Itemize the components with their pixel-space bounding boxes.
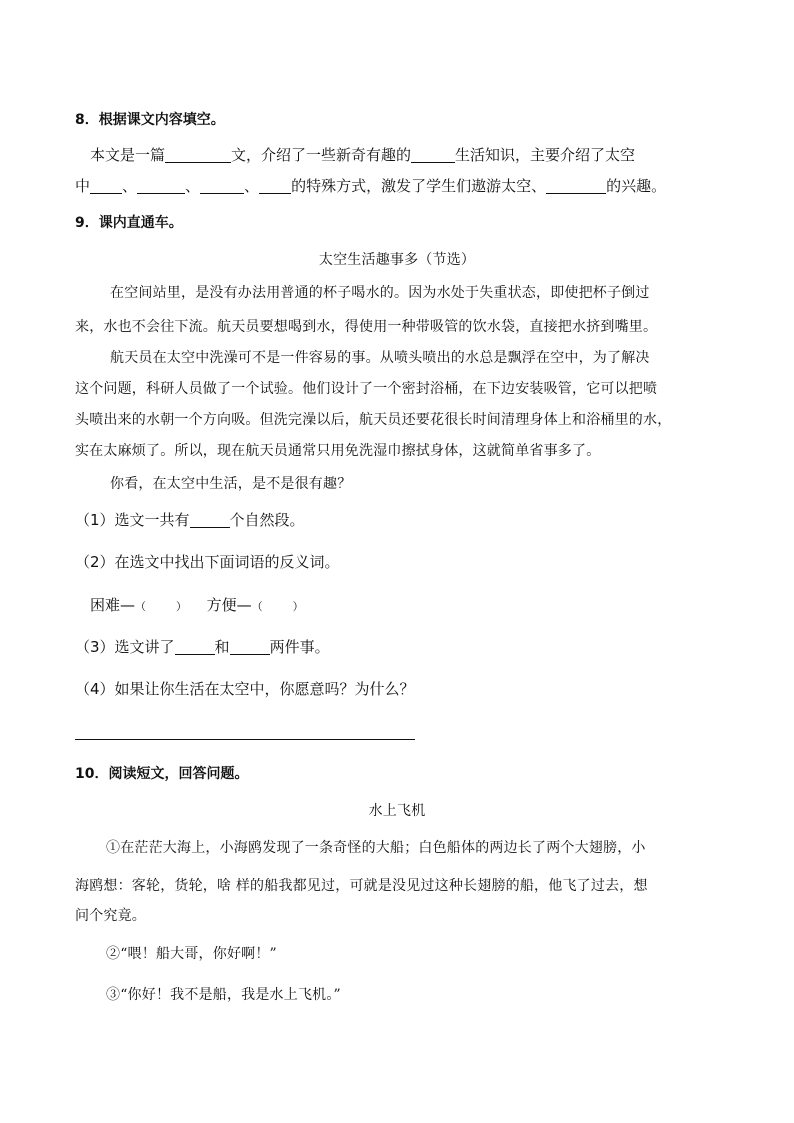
fill-blank[interactable] (200, 177, 244, 194)
separator: 、 (122, 177, 138, 195)
paren: ） (176, 600, 188, 613)
antonym-word: 方便— (206, 596, 252, 614)
fill-blank[interactable] (165, 146, 231, 163)
fill-blank[interactable] (175, 638, 215, 655)
fill-blank[interactable] (411, 146, 455, 163)
passage-line: 问个究竟。 (75, 908, 146, 924)
paren: ） (292, 600, 304, 613)
sub-question-text: （1）选文一共有 (75, 511, 190, 529)
fill-blank[interactable] (190, 511, 230, 528)
fill-blank[interactable] (90, 177, 122, 194)
q8-text: 本文是一篇 (90, 146, 166, 164)
question-8-title: 8．根据课文内容填空。 (75, 112, 225, 128)
sub-question-text: 和 (214, 638, 230, 656)
passage-line: 在空间站里，是没有办法用普通的杯子喝水的。因为水处于失重状态，即使把杯子倒过 (110, 285, 650, 301)
paren: （ (251, 600, 263, 613)
passage-line: 头喷出来的水朝一个方向吸。但洗完澡以后，航天员还要花很长时间清理身体上和浴桶里的水， (75, 412, 672, 428)
passage-line: 来，水也不会往下流。航天员要想喝到水，得使用一种带吸管的饮水袋，直接把水挤到嘴里。 (75, 319, 658, 335)
q8-text: 的特殊方式，激发了学生们遨游太空、 (291, 177, 547, 195)
passage-line: 这个问题，科研人员做了一个试验。他们设计了一个密封浴桶，在下边安装吸管，它可以把喷 (75, 381, 658, 397)
question-8-line-1 (90, 145, 635, 165)
passage-line: ①在茫茫大海上，小海鸥发现了一条奇怪的大船；白色船体的两边长了两个大翅膀，小 (106, 840, 646, 856)
q8-text: 中 (75, 177, 91, 195)
q8-text: 的兴趣。 (606, 177, 667, 195)
antonym-word: 困难— (90, 596, 136, 614)
sub-question-1 (75, 510, 305, 530)
sub-question-text: 两件事。 (269, 638, 330, 656)
question-8-line-2 (75, 176, 666, 196)
passage-line: 实在太麻烦了。所以，现在航天员通常只用免洗湿巾擦拭身体，这就简单省事多了。 (75, 443, 601, 459)
q8-text: 文，介绍了一些新奇有趣的 (231, 146, 412, 164)
separator: 、 (244, 177, 260, 195)
passage-line: ③“你好！我不是船，我是水上飞机。” (106, 987, 341, 1003)
sub-question-text: （3）选文讲了 (75, 638, 175, 656)
sub-question-2: （2）在选文中找出下面词语的反义词。 (75, 553, 340, 571)
passage-line: 航天员在太空中洗澡可不是一件容易的事。从喷头喷出的水总是飘浮在空中，为了解决 (110, 350, 650, 366)
passage-title: 水上飞机 (368, 803, 426, 819)
fill-blank[interactable] (259, 177, 291, 194)
passage-line: 你看，在太空中生活，是不是很有趣？ (110, 476, 352, 492)
answer-line[interactable] (75, 739, 415, 740)
question-9-title: 9．课内直通车。 (75, 215, 183, 231)
passage-title: 太空生活趣事多（节选） (318, 252, 476, 268)
passage-line: 海鸥想：客轮，货轮，啥 样的船我都见过，可就是没见过这种长翅膀的船，他飞了过去，想 (75, 878, 648, 894)
question-10-title: 10．阅读短文，回答问题。 (75, 766, 249, 782)
fill-blank[interactable] (546, 177, 606, 194)
sub-question-4: （4）如果让你生活在太空中，你愿意吗？为什么？ (75, 680, 415, 698)
sub-question-text: 个自然段。 (229, 511, 305, 529)
q8-text: 生活知识，主要介绍了太空 (455, 146, 636, 164)
antonym-items (90, 595, 304, 617)
fill-blank[interactable] (137, 177, 185, 194)
paren: （ (135, 600, 147, 613)
passage-line: ②“喂！船大哥，你好啊！” (106, 946, 277, 962)
sub-question-3 (75, 637, 330, 657)
separator: 、 (185, 177, 201, 195)
fill-blank[interactable] (230, 638, 270, 655)
